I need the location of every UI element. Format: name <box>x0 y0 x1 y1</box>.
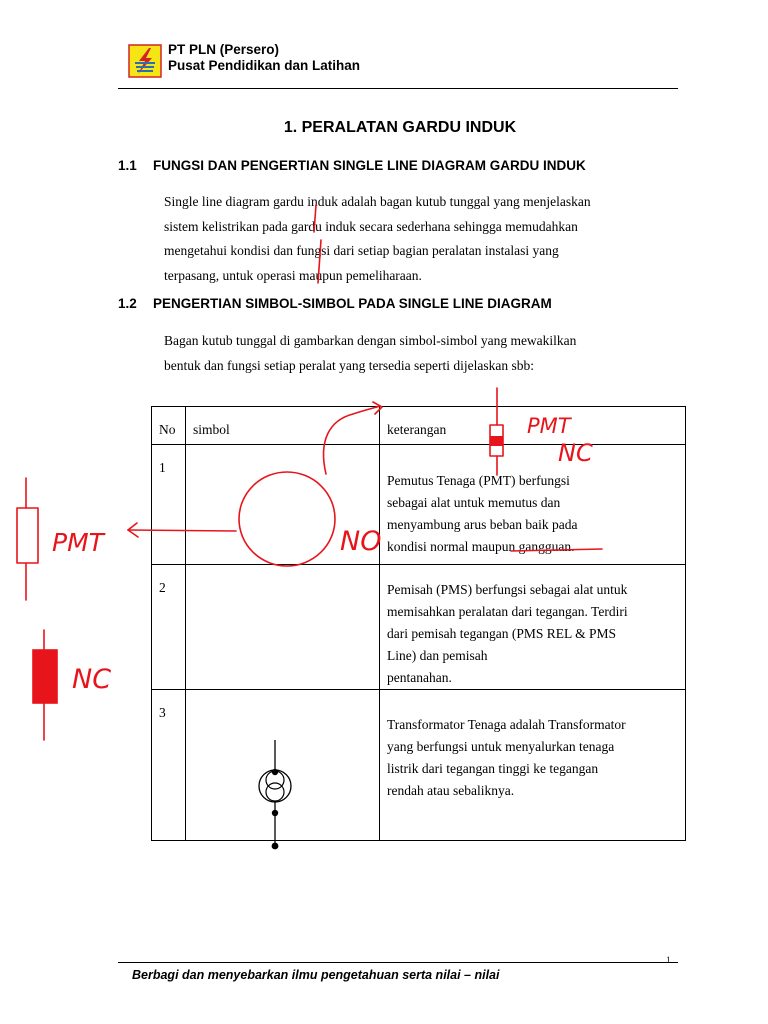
description-line: pentanahan. <box>387 670 452 685</box>
description-line: kondisi normal maupun gangguan. <box>387 539 575 554</box>
description-cell <box>380 690 686 841</box>
symbol-cell <box>186 565 380 690</box>
annotation-label-nc-left: NC <box>72 664 112 695</box>
symbol-table <box>151 406 686 841</box>
paragraph-line: Bagan kutub tunggal di gambarkan dengan simbol-simbol yang mewakilkan <box>164 333 577 348</box>
row-number: 3 <box>152 690 186 841</box>
description-line: dari pemisah tegangan (PMS REL & PMS <box>387 626 616 641</box>
chapter-title: 1. PERALATAN GARDU INDUK <box>283 119 517 136</box>
row-number: 1 <box>152 445 186 565</box>
header-divider <box>118 88 678 89</box>
annotation-label-nc-top: NC <box>558 439 593 467</box>
row-number: 2 <box>152 565 186 690</box>
description-line: Transformator Tenaga adalah Transformator <box>387 717 626 732</box>
description-line: memisahkan peralatan dari tegangan. Terdiri <box>387 604 628 619</box>
section-1-number: 1.1 <box>118 158 137 173</box>
header-no: No <box>152 407 186 445</box>
description-line: Pemutus Tenaga (PMT) berfungsi <box>387 473 570 488</box>
annotation-label-pmt-left: PMT <box>52 528 104 557</box>
nc-closed-symbol <box>33 650 57 703</box>
table-header-row <box>152 407 686 445</box>
org-line-1: PT PLN (Persero) <box>168 42 280 57</box>
description-line: yang berfungsi untuk menyalurkan tenaga <box>387 739 615 754</box>
paragraph-line: mengetahui kondisi dan fungsi dari setiap bagian peralatan instalasi yang <box>164 243 559 258</box>
description-line: Line) dan pemisah <box>387 648 488 663</box>
header-description: keterangan <box>380 407 686 445</box>
organization-name <box>168 42 360 74</box>
section-1-paragraph <box>164 190 678 288</box>
org-line-2: Pusat Pendidikan dan Latihan <box>168 58 361 73</box>
description-cell <box>380 565 686 690</box>
header-symbol: simbol <box>186 407 380 445</box>
section-2-number: 1.2 <box>118 296 137 311</box>
pln-logo <box>128 44 162 78</box>
footer-divider <box>118 962 678 963</box>
annotation-label-no: NO <box>340 526 382 557</box>
page-number: 1 <box>666 955 671 965</box>
table-row <box>152 445 686 565</box>
footer-text: Berbagi dan menyebarkan ilmu pengetahuan serta nilai – nilai <box>132 968 500 982</box>
annotation-label-pmt-top: PMT <box>527 414 571 438</box>
description-line: sebagai alat untuk memutus dan <box>387 495 561 510</box>
section-2-paragraph <box>164 329 678 378</box>
section-2-title: PENGERTIAN SIMBOL-SIMBOL PADA SINGLE LINE DIAGRAM <box>153 296 552 311</box>
transformer-symbol-icon <box>250 736 300 854</box>
description-line: listrik dari tegangan tinggi ke tegangan <box>387 761 599 776</box>
pln-lightning-logo-icon <box>128 44 162 78</box>
description-line: menyambung arus beban baik pada <box>387 517 578 532</box>
table-row <box>152 690 686 841</box>
annotation-arrowhead <box>128 523 138 537</box>
symbol-cell <box>186 445 380 565</box>
section-1-title: FUNGSI DAN PENGERTIAN SINGLE LINE DIAGRAM GARDU INDUK <box>153 158 586 173</box>
paragraph-line: terpasang, untuk operasi maupun pemeliharaan. <box>164 267 422 283</box>
pmt-open-symbol <box>17 508 38 563</box>
paragraph-line: sistem kelistrikan pada gardu induk secara sederhana sehingga memudahkan <box>164 218 578 234</box>
description-cell <box>380 445 686 565</box>
description-line: Pemisah (PMS) berfungsi sebagai alat untuk <box>387 582 628 597</box>
paragraph-line: Single line diagram gardu induk adalah bagan kutub tunggal yang menjelaskan <box>164 194 591 209</box>
table-row <box>152 565 686 690</box>
description-line: rendah atau sebaliknya. <box>387 783 515 798</box>
paragraph-line: bentuk dan fungsi setiap peralat yang tersedia seperti dijelaskan sbb: <box>164 357 535 373</box>
